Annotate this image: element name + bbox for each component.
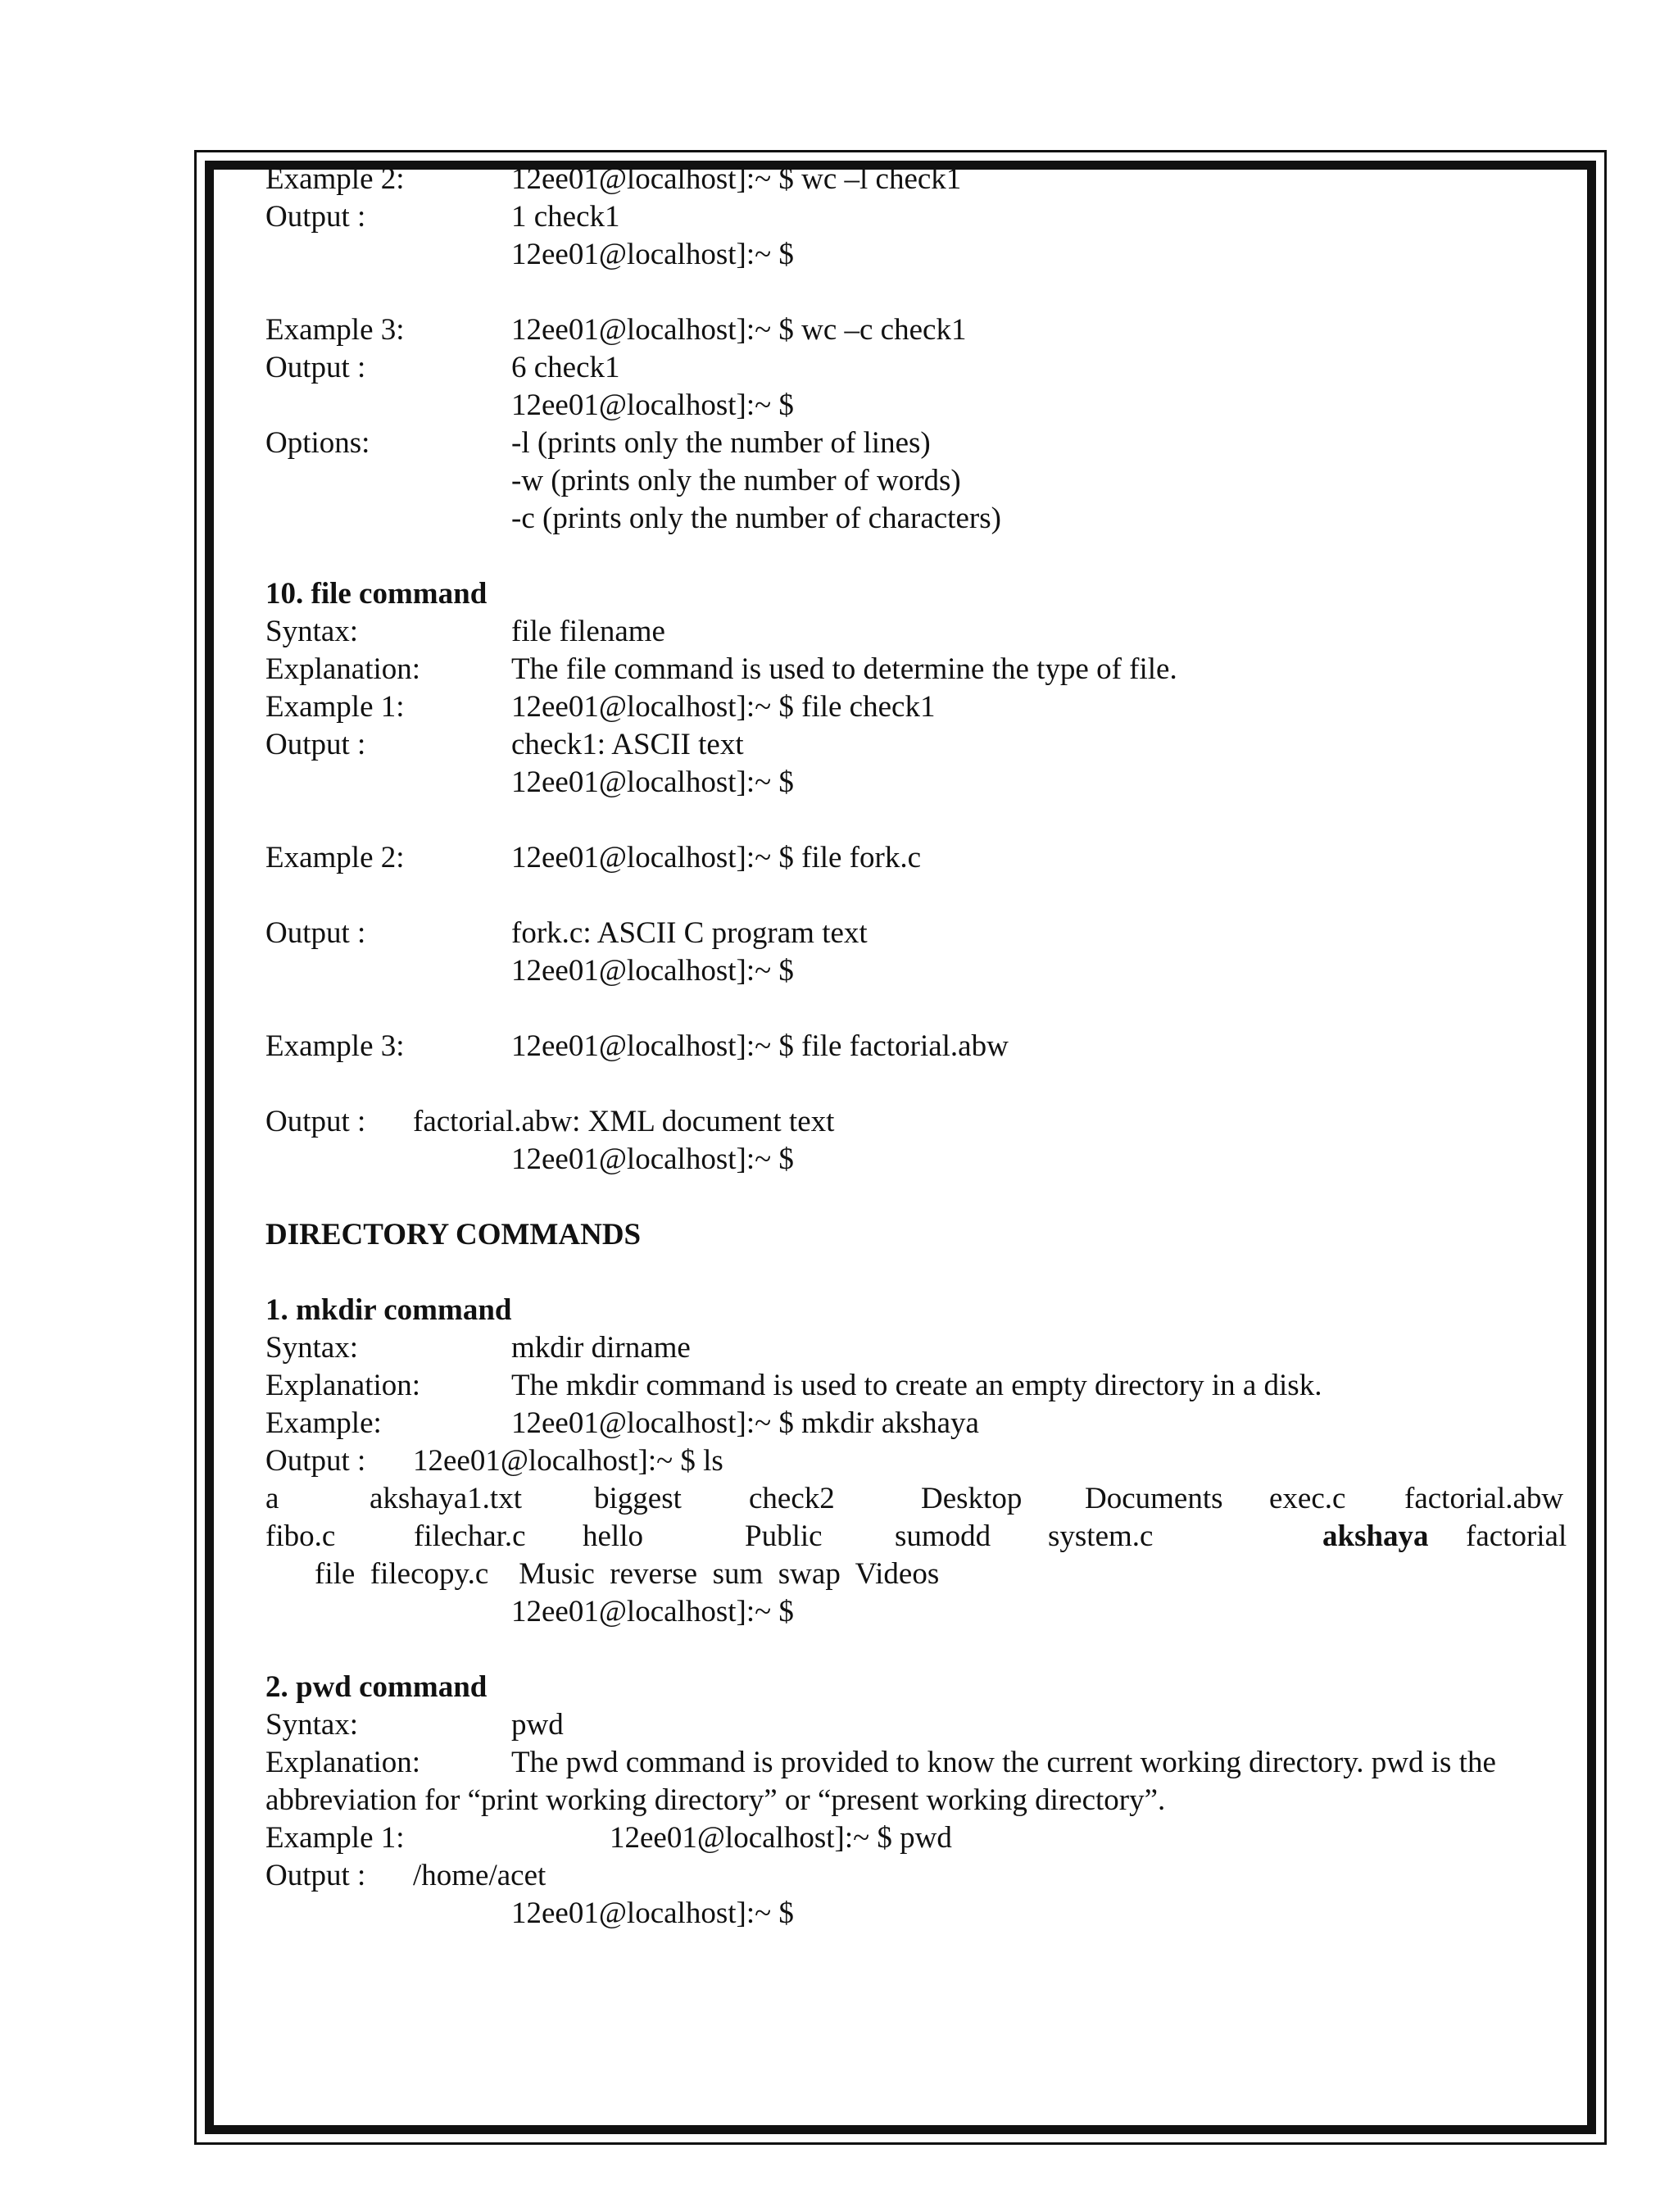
label: Example 3:	[265, 1029, 405, 1063]
label: Example 2:	[265, 841, 405, 874]
ls-entry: system.c	[1048, 1519, 1154, 1553]
wc-option-w-row	[265, 462, 1586, 500]
directory-commands-heading: DIRECTORY COMMANDS	[265, 1218, 642, 1251]
wc-output-2-prompt	[265, 236, 1586, 274]
mkdir-output	[265, 1442, 1586, 1480]
pwd-example-1	[265, 1819, 1586, 1857]
label: Example:	[265, 1406, 382, 1440]
label: Options:	[265, 426, 370, 460]
label: Output :	[265, 1859, 366, 1892]
prompt: 12ee01@localhost]:~ $	[511, 388, 794, 422]
command: 12ee01@localhost]:~ $ ls	[413, 1444, 723, 1478]
explanation: The pwd command is provided to know the current working directory. pwd is the	[511, 1746, 1496, 1779]
file-example-2	[265, 839, 1586, 877]
file-explanation	[265, 651, 1586, 688]
label: Output :	[265, 200, 366, 234]
label: Output :	[265, 1105, 366, 1138]
mkdir-command-heading: 1. mkdir command	[265, 1293, 512, 1327]
prompt: 12ee01@localhost]:~ $	[511, 1595, 794, 1628]
ls-entry: Desktop	[921, 1482, 1023, 1515]
syntax: pwd	[511, 1708, 564, 1742]
ls-entry: check2	[749, 1482, 835, 1515]
command: 12ee01@localhost]:~ $ pwd	[610, 1821, 952, 1855]
explanation: The mkdir command is used to create an empty directory in a disk.	[511, 1369, 1322, 1402]
ls-output-row-3	[265, 1556, 1586, 1593]
output-line: /home/acet	[413, 1859, 546, 1892]
file-output-1	[265, 726, 1586, 764]
explanation: The file command is used to determine the type of file.	[511, 652, 1177, 686]
wc-options	[265, 425, 1586, 462]
label: Example 1:	[265, 1821, 405, 1855]
command: 12ee01@localhost]:~ $ file check1	[511, 690, 936, 724]
wc-output-3-prompt	[265, 387, 1586, 425]
pwd-explanation-continued	[265, 1782, 1586, 1819]
label: Example 1:	[265, 690, 405, 724]
syntax: file filename	[511, 615, 665, 648]
wc-output-3	[265, 349, 1586, 387]
wc-output-2	[265, 198, 1586, 236]
syntax: mkdir dirname	[511, 1331, 691, 1365]
ls-entry: hello	[583, 1519, 643, 1553]
file-output-3-prompt	[265, 1141, 1586, 1179]
ls-entry-directory: akshaya	[1322, 1519, 1429, 1553]
pwd-syntax	[265, 1706, 1586, 1744]
label: Example 2:	[265, 162, 405, 196]
prompt: 12ee01@localhost]:~ $	[511, 1142, 794, 1176]
label: Output :	[265, 916, 366, 950]
label: Output :	[265, 728, 366, 761]
option-c: -c (prints only the number of characters)	[511, 502, 1001, 535]
ls-entry: fibo.c	[265, 1519, 336, 1553]
mkdir-output-prompt	[265, 1593, 1586, 1631]
ls-entry: biggest	[594, 1482, 682, 1515]
wc-option-c-row	[265, 500, 1586, 538]
mkdir-example	[265, 1405, 1586, 1442]
ls-entry: sumodd	[895, 1519, 991, 1553]
output-line: check1: ASCII text	[511, 728, 744, 761]
command: 12ee01@localhost]:~ $ file factorial.abw	[511, 1029, 1009, 1063]
output-line: 1 check1	[511, 200, 620, 234]
output-line: 6 check1	[511, 351, 620, 384]
option-l: -l (prints only the number of lines)	[511, 426, 931, 460]
pwd-output-prompt	[265, 1895, 1586, 1933]
ls-entry: a	[265, 1482, 279, 1515]
label: Output :	[265, 1444, 366, 1478]
file-output-3	[265, 1103, 1586, 1141]
ls-entry: akshaya1.txt	[370, 1482, 522, 1515]
label: Example 3:	[265, 313, 405, 347]
wc-example-3	[265, 311, 1586, 349]
command: 12ee01@localhost]:~ $ file fork.c	[511, 841, 921, 874]
ls-entry: Public	[745, 1519, 823, 1553]
command: 12ee01@localhost]:~ $ wc –c check1	[511, 313, 967, 347]
file-output-1-prompt	[265, 764, 1586, 802]
label: Explanation:	[265, 652, 421, 686]
pwd-command-heading: 2. pwd command	[265, 1670, 488, 1704]
mkdir-explanation	[265, 1367, 1586, 1405]
ls-entry: factorial.abw	[1404, 1482, 1564, 1515]
ls-output-row-2	[265, 1518, 1586, 1556]
label: Syntax:	[265, 615, 359, 648]
page-content	[265, 161, 1586, 1933]
file-output-2-prompt	[265, 952, 1586, 990]
file-command-heading: 10. file command	[265, 577, 488, 611]
wc-example-2	[265, 161, 1586, 198]
label: Syntax:	[265, 1708, 359, 1742]
ls-entry: filechar.c	[414, 1519, 526, 1553]
command: 12ee01@localhost]:~ $ wc –l check1	[511, 162, 962, 196]
ls-entry: factorial	[1466, 1519, 1567, 1553]
file-example-3	[265, 1028, 1586, 1065]
output-line: fork.c: ASCII C program text	[511, 916, 868, 950]
prompt: 12ee01@localhost]:~ $	[511, 238, 794, 271]
prompt: 12ee01@localhost]:~ $	[511, 954, 794, 988]
file-example-1	[265, 688, 1586, 726]
ls-entry: exec.c	[1269, 1482, 1346, 1515]
label: Output :	[265, 351, 366, 384]
label: Explanation:	[265, 1369, 421, 1402]
label: Syntax:	[265, 1331, 359, 1365]
ls-entries: file filecopy.c Music reverse sum swap Videos	[315, 1557, 940, 1591]
prompt: 12ee01@localhost]:~ $	[511, 1896, 794, 1930]
file-syntax	[265, 613, 1586, 651]
option-w: -w (prints only the number of words)	[511, 464, 961, 497]
label: Explanation:	[265, 1746, 421, 1779]
ls-entry: Documents	[1085, 1482, 1223, 1515]
pwd-output	[265, 1857, 1586, 1895]
command: 12ee01@localhost]:~ $ mkdir akshaya	[511, 1406, 979, 1440]
ls-output-row-1	[265, 1480, 1586, 1518]
mkdir-syntax	[265, 1329, 1586, 1367]
explanation-continued: abbreviation for “print working directory” or “present working directory”.	[265, 1783, 1166, 1817]
pwd-explanation	[265, 1744, 1586, 1782]
prompt: 12ee01@localhost]:~ $	[511, 765, 794, 799]
output-line: factorial.abw: XML document text	[413, 1105, 835, 1138]
file-output-2	[265, 915, 1586, 952]
